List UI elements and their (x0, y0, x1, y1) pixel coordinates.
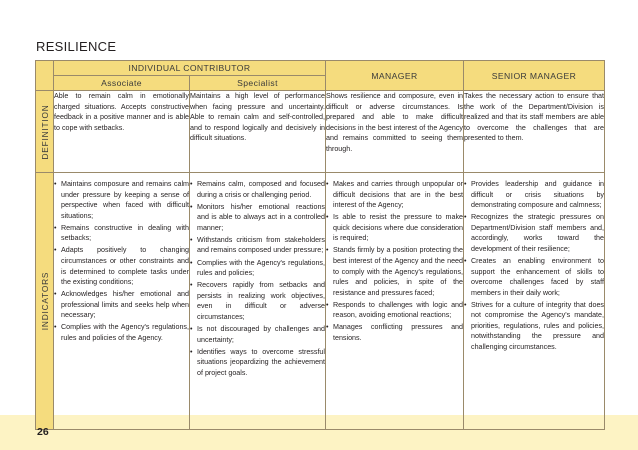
indicators-manager (326, 173, 464, 430)
indicator-item: • Identifies ways to overcome stressful situations jeopardizing the achievement of project goals. (190, 347, 325, 379)
header-corner (36, 61, 54, 91)
definition-senior-manager-text: Takes the necessary action to ensure that the work of the Department/Division is realized and that its staff members are able to overcome the challenges that are presented to them. (464, 92, 604, 143)
indicator-item: • Acknowledges his/her emotional and professional limits and seeks help when necessary; (54, 289, 189, 321)
indicator-item: • Withstands criticism from stakeholders and remains composed under pressure; (190, 235, 325, 256)
header-specialist: Specialist (190, 76, 326, 91)
indicator-item: • Strives for a culture of integrity that does not compromise the Agency's mandate, priorities, regulations, rules and policies, notwithstanding the pressure and challenging circumstances. (464, 300, 604, 353)
definition-manager (326, 91, 464, 173)
indicator-item: • Is not discouraged by challenges and uncertainty; (190, 324, 325, 345)
indicator-item: • Complies with the Agency's regulations, rules and policies of the Agency. (54, 322, 189, 343)
header-senior-manager: SENIOR MANAGER (464, 61, 605, 91)
definition-specialist-text: Maintains a high level of performance when facing pressure and uncertainty. Able to remain calm and self-controlled, and to respond logically and decisively in difficult situations. (190, 92, 325, 143)
indicator-item: • Is able to resist the pressure to make quick decisions where due consideration is required; (326, 212, 463, 244)
indicator-item: • Monitors his/her emotional reactions and is able to always act in a controlled manner; (190, 202, 325, 234)
indicator-item: • Stands firmly by a position protecting the best interest of the Agency and the need to comply with the Agency's regulations, rules and policies, in spite of the resistance and pressures faced; (326, 245, 463, 298)
indicator-item: • Recovers rapidly from setbacks and persists in realizing work objectives, even in difficult or adverse circumstances; (190, 280, 325, 322)
indicator-item: • Responds to challenges with logic and reason, avoiding emotional reactions; (326, 300, 463, 321)
indicator-item: • Remains calm, composed and focused during a crisis or challenging period. (190, 179, 325, 200)
indicator-item: • Complies with the Agency's regulations, rules and policies; (190, 258, 325, 279)
row-label-indicators-cell (36, 173, 54, 430)
indicator-item: • Recognizes the strategic pressures on Department/Division staff members and, accordingly, works toward the development of their resilience; (464, 212, 604, 254)
competency-table (35, 60, 605, 430)
indicator-item: • Maintains composure and remains calm under pressure by keeping a sense of perspective when faced with difficult situations; (54, 179, 189, 221)
row-label-definition-cell (36, 91, 54, 173)
row-label-definition: DEFINITION (39, 103, 50, 160)
header-individual-contributor: INDIVIDUAL CONTRIBUTOR (54, 61, 326, 76)
indicator-item: • Manages conflicting pressures and tensions. (326, 322, 463, 343)
header-manager: MANAGER (326, 61, 464, 91)
indicator-item: • Creates an enabling environment to support the enhancement of skills to overcome challenges faced by staff members in their daily work; (464, 256, 604, 298)
indicator-item: • Provides leadership and guidance in difficult or crisis situations by demonstrating composure and calmness; (464, 179, 604, 211)
definition-associate-text: Able to remain calm in emotionally charged situations. Accepts constructive feedback in a positive manner and is able to cope with setbacks. (54, 92, 189, 132)
page-title: RESILIENCE (36, 39, 117, 54)
header-associate: Associate (54, 76, 190, 91)
definition-associate (54, 91, 190, 173)
indicator-item: • Remains constructive in dealing with setbacks; (54, 223, 189, 244)
definition-senior-manager (464, 91, 605, 173)
definition-manager-text: Shows resilience and composure, even in difficult or adverse circumstances. Is prepared and able to make difficult decisions in the best interest of the Agency and remains committed to seeing them through. (326, 92, 463, 153)
page-number: 26 (37, 426, 49, 438)
definition-specialist (190, 91, 326, 173)
row-label-indicators: INDICATORS (39, 271, 50, 331)
indicators-specialist (190, 173, 326, 430)
indicators-associate (54, 173, 190, 430)
indicators-senior-manager (464, 173, 605, 430)
indicator-item: • Makes and carries through unpopular or difficult decisions that are in the best interest of the Agency; (326, 179, 463, 211)
indicator-item: • Adapts positively to changing circumstances or other constraints and is determined to complete tasks under the existing conditions; (54, 245, 189, 287)
